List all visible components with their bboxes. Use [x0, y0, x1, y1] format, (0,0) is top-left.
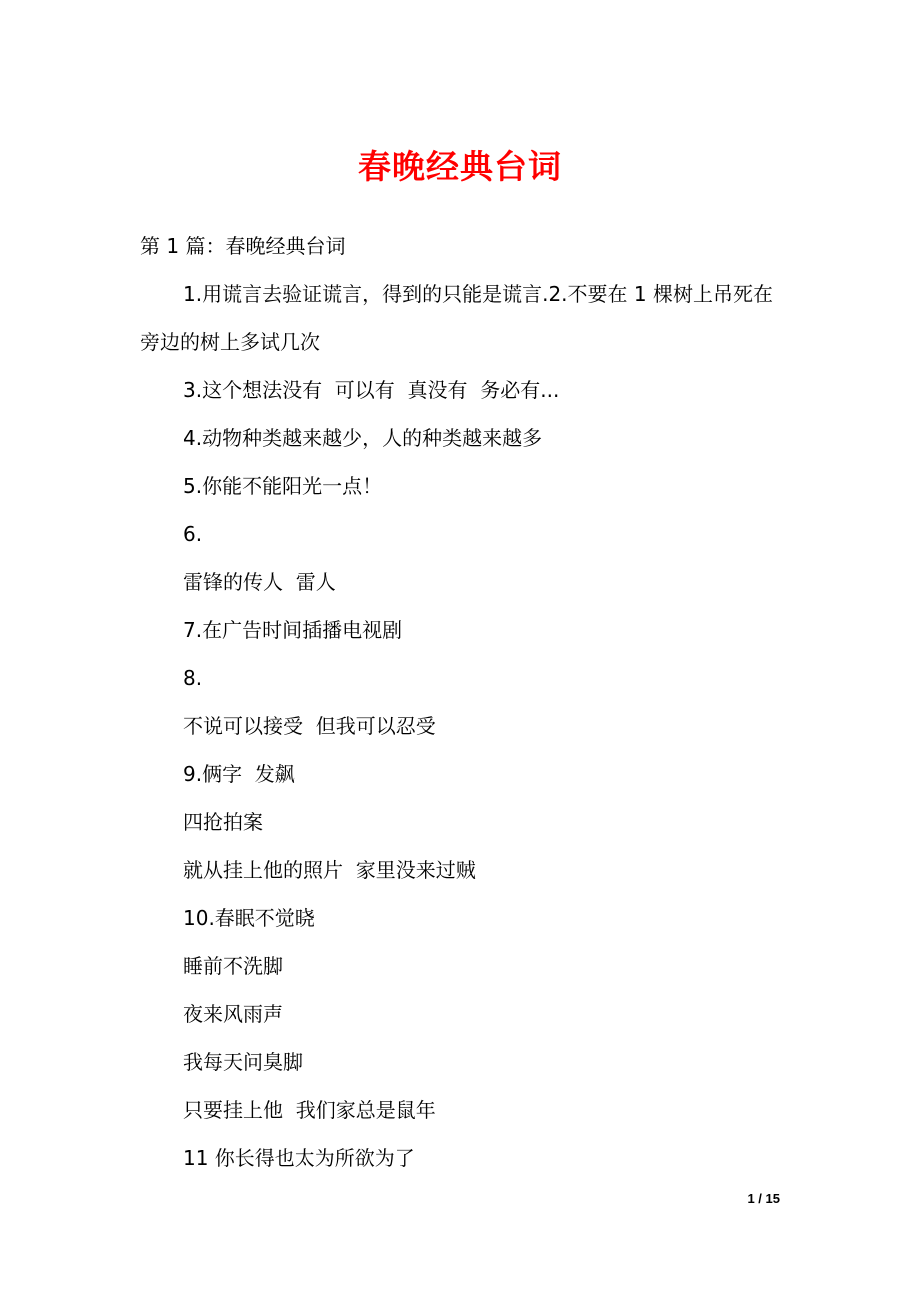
paragraph-13: 10.春眠不觉晓 [183, 906, 315, 930]
paragraph-5: 6. [183, 522, 203, 546]
paragraph-4: 5.你能不能阳光一点！ [183, 474, 383, 498]
paragraph-7: 7.在广告时间插播电视剧 [183, 618, 403, 642]
document-title: 春晚经典台词 [358, 147, 562, 186]
paragraph-2: 3.这个想法没有 可以有 真没有 务必有... [183, 378, 560, 402]
paragraph-10: 9.俩字 发飙 [183, 762, 295, 786]
paragraph-3: 4.动物种类越来越少，人的种类越来越多 [183, 426, 543, 450]
section-heading: 第 1 篇：春晚经典台词 [140, 234, 346, 258]
paragraph-18: 11 你长得也太为所欲为了 [183, 1146, 415, 1170]
paragraph-6: 雷锋的传人 雷人 [183, 570, 336, 594]
paragraph-11: 四抢拍案 [183, 810, 263, 834]
paragraph-16: 我每天问臭脚 [183, 1050, 303, 1074]
paragraph-9: 不说可以接受 但我可以忍受 [183, 714, 436, 738]
page-number: 1 / 15 [747, 1191, 780, 1206]
paragraph-1: 1.用谎言去验证谎言，得到的只能是谎言.2.不要在 1 棵树上吊死在旁边的树上多试几次 [140, 282, 773, 354]
paragraph-17: 只要挂上他 我们家总是鼠年 [183, 1098, 436, 1122]
document-body [140, 222, 785, 1182]
paragraph-8: 8. [183, 666, 203, 690]
paragraph-14: 睡前不洗脚 [183, 954, 283, 978]
paragraph-15: 夜来风雨声 [183, 1002, 283, 1026]
paragraph-12: 就从挂上他的照片 家里没来过贼 [183, 858, 476, 882]
